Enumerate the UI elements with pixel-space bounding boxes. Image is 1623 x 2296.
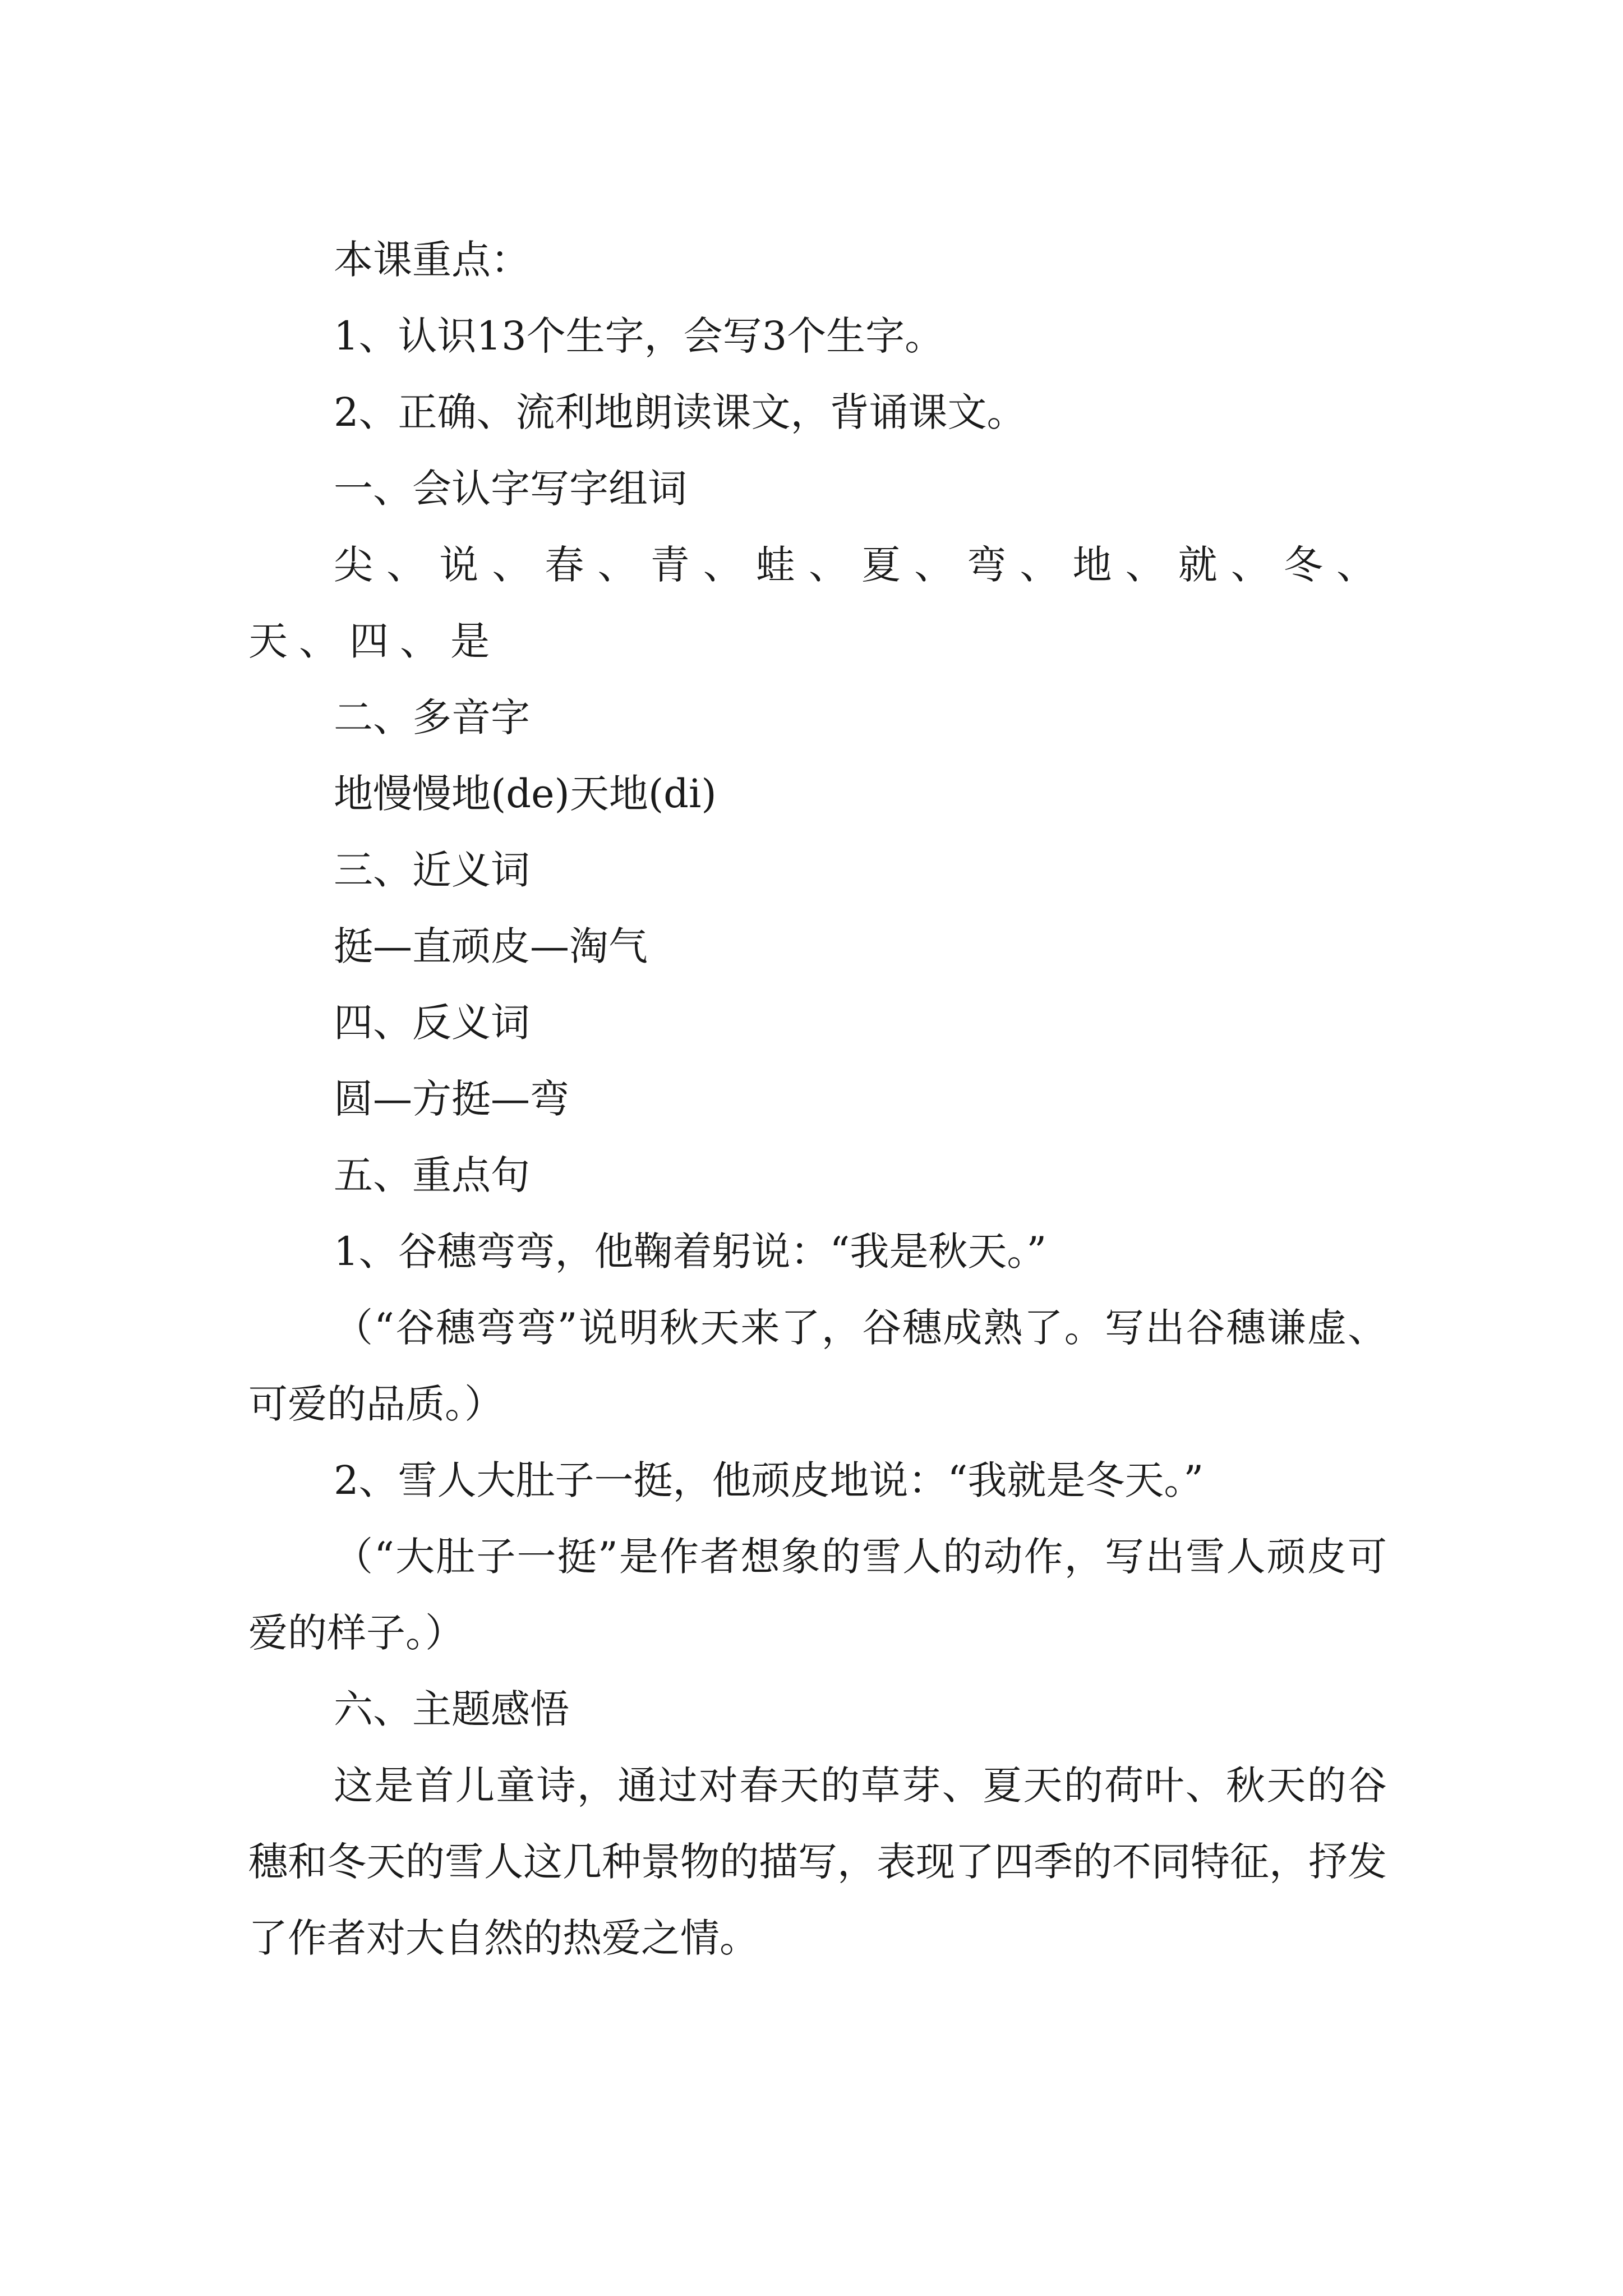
section-heading-key-points: 本课重点：: [334, 237, 530, 283]
character-list: 尖、说、春、青、蛙、夏、弯、地、就、冬、天、四、是: [248, 542, 1387, 664]
document-page: [248, 222, 1387, 1976]
theme-paragraph: 这是首儿童诗，通过对春天的草芽、夏天的荷叶、秋天的谷穗和冬天的雪人这几种景物的描写，表现了四季的不同特征，抒发了作者对大自然的热爱之情。: [248, 1763, 1387, 1961]
key-sentence-1: 1、谷穗弯弯，他鞠着躬说：“我是秋天。”: [334, 1228, 1047, 1274]
antonym-line: 圆—方挺—弯: [334, 1076, 569, 1122]
key-sentence-2-note: （“大肚子一挺”是作者想象的雪人的动作，写出雪人顽皮可爱的样子。）: [248, 1534, 1387, 1656]
section-heading-synonyms: 三、近义词: [334, 847, 530, 893]
goal-item-2: 2、正确、流利地朗读课文，背诵课文。: [334, 389, 1026, 435]
section-heading-theme: 六、主题感悟: [334, 1686, 569, 1732]
synonym-line: 挺—直顽皮—淘气: [334, 923, 648, 969]
polyphone-line: 地慢慢地(de)天地(di): [334, 771, 717, 817]
section-heading-characters: 一、会认字写字组词: [334, 466, 687, 512]
key-sentence-1-note: （“谷穗弯弯”说明秋天来了，谷穗成熟了。写出谷穗谦虚、可爱的品质。）: [248, 1305, 1387, 1427]
section-heading-polyphones: 二、多音字: [334, 694, 530, 740]
key-sentence-2: 2、雪人大肚子一挺，他顽皮地说：“我就是冬天。”: [334, 1457, 1204, 1503]
section-heading-antonyms: 四、反义词: [334, 1000, 530, 1046]
goal-item-1: 1、认识13个生字，会写3个生字。: [334, 313, 944, 359]
section-heading-key-sentences: 五、重点句: [334, 1152, 530, 1198]
